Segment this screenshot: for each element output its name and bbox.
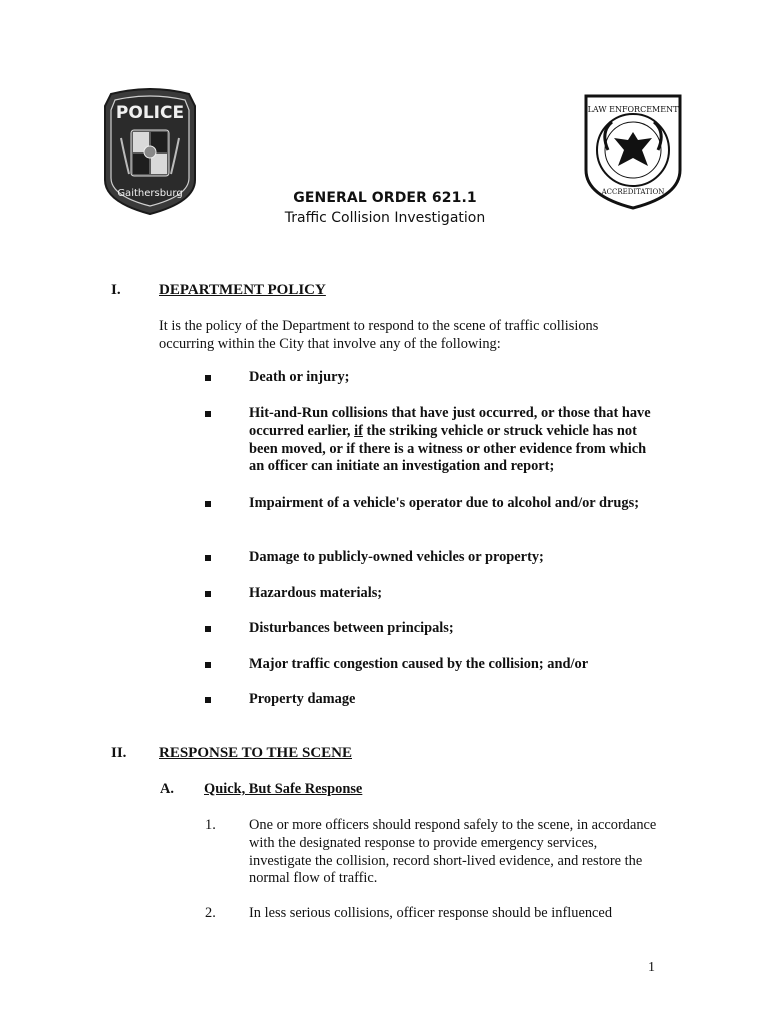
- square-bullet-icon: [205, 697, 211, 703]
- document-page: POLICE Gaithersburg LAW ENFORCEMENT ACCREDITATION GENERAL ORDER 621.1 Traffic Collision Investigation I. DEPARTMENT POLICY It is the policy of the Department to respond to the scene of traffic collisions occurring within the City that involve any of the following: Death or injury; Hit-and-Run collisions that have just occurred, or those that have occurred earlier, if the striking vehicle or struck vehicle has not been moved, or if there is a witness or other evidence from which an officer can initiate an investigation and report; Impairment of a vehicle's operator due to alcohol and/or drugs; Damage to publicly-owned vehicles or property; Hazardous materials; Disturbances between principals; Major traffic congestion caused by the collision; and/or Property damage II. RESPONSE TO THE SCENE A. Quick, But Safe Response 1. One or more officers should respond safely to the scene, in accordance with the designated response to provide emergency services, investigate the collision, record short-lived evidence, and restore the normal flow of traffic. 2. In less serious collisions, officer response should be influenced 1: [0, 0, 770, 1024]
- section-1-number: I.: [111, 282, 121, 298]
- subsection-a-title: Quick, But Safe Response: [204, 781, 363, 797]
- page-number: 1: [648, 960, 655, 975]
- document-subtitle: Traffic Collision Investigation: [284, 210, 486, 226]
- square-bullet-icon: [205, 626, 211, 632]
- item-2-number: 2.: [205, 905, 216, 921]
- accreditation-seal-logo: [578, 92, 688, 210]
- section-1-title: DEPARTMENT POLICY: [159, 282, 326, 298]
- document-title: GENERAL ORDER 621.1: [293, 190, 477, 206]
- square-bullet-icon: [205, 555, 211, 561]
- item-1-text: One or more officers should respond safely to the scene, in accordance with the designated response to provide emergency services, investigate the collision, record short-lived evidence, and restore the normal flow of traffic.: [249, 817, 657, 887]
- svg-text:ACCREDITATION: ACCREDITATION: [601, 188, 665, 196]
- square-bullet-icon: [205, 411, 211, 417]
- item-1-number: 1.: [205, 817, 216, 833]
- item-2-text: In less serious collisions, officer response should be influenced: [249, 905, 613, 921]
- square-bullet-icon: [205, 591, 211, 597]
- square-bullet-icon: [205, 501, 211, 507]
- svg-text:POLICE: POLICE: [115, 103, 185, 123]
- police-badge-logo: [103, 88, 197, 215]
- section-2-title: RESPONSE TO THE SCENE: [159, 745, 352, 761]
- subsection-a-number: A.: [160, 781, 174, 797]
- section-2-number: II.: [111, 745, 127, 761]
- square-bullet-icon: [205, 662, 211, 668]
- svg-text:Gaithersburg: Gaithersburg: [117, 188, 183, 199]
- square-bullet-icon: [205, 375, 211, 381]
- section-1-intro: It is the policy of the Department to respond to the scene of traffic collisions occurring within the City that involve any of the following:: [159, 318, 599, 352]
- svg-text:LAW ENFORCEMENT: LAW ENFORCEMENT: [587, 105, 679, 114]
- title-block: [230, 188, 540, 228]
